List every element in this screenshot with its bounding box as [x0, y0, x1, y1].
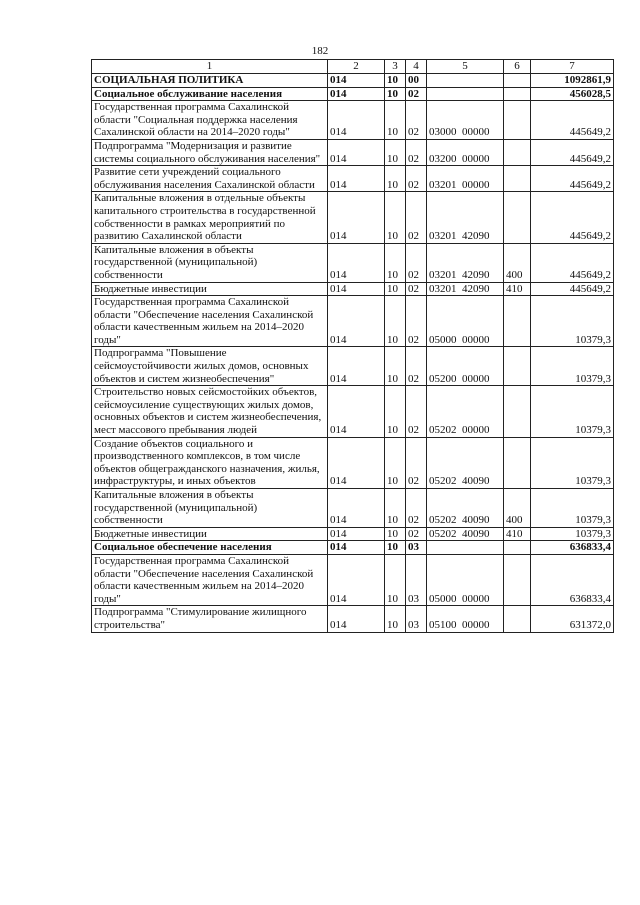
amount-cell: 636833,4: [531, 554, 614, 605]
amount-cell: 10379,3: [531, 437, 614, 488]
target-article-cell: 05202 40090: [427, 527, 504, 541]
item-name-cell: Создание объектов социального и производственного комплексов, в том числе объектов общегражданского назначения, жилья, инфраструктуры, и иных объектов: [92, 437, 328, 488]
amount-cell: 10379,3: [531, 386, 614, 437]
expense-type-cell: [504, 437, 531, 488]
expense-type-cell: [504, 386, 531, 437]
expense-type-cell: [504, 296, 531, 347]
section-code-cell: 10: [385, 386, 406, 437]
target-article-cell: 03200 00000: [427, 139, 504, 165]
subsection-code-cell: 00: [406, 74, 427, 88]
subsection-code-cell: 02: [406, 192, 427, 243]
item-name-cell: Бюджетные инвестиции: [92, 282, 328, 296]
section-code-cell: 10: [385, 139, 406, 165]
item-name-cell: СОЦИАЛЬНАЯ ПОЛИТИКА: [92, 74, 328, 88]
target-article-cell: [427, 541, 504, 555]
table-row: [92, 282, 614, 296]
section-code-cell: 10: [385, 606, 406, 632]
header-cell: 5: [427, 60, 504, 74]
item-name-cell: Капитальные вложения в отдельные объекты капитального строительства в государственной собственности в рамках мероприятий по развитию Сахалинской области: [92, 192, 328, 243]
amount-cell: 445649,2: [531, 192, 614, 243]
amount-cell: 10379,3: [531, 347, 614, 386]
section-code-cell: 10: [385, 554, 406, 605]
section-code-cell: 10: [385, 347, 406, 386]
amount-cell: 445649,2: [531, 139, 614, 165]
amount-cell: 456028,5: [531, 87, 614, 101]
section-code-cell: 10: [385, 101, 406, 140]
expense-type-cell: [504, 541, 531, 555]
target-article-cell: 03201 00000: [427, 166, 504, 192]
subsection-code-cell: 03: [406, 606, 427, 632]
item-name-cell: Капитальные вложения в объекты государственной (муниципальной) собственности: [92, 489, 328, 528]
section-code-cell: 10: [385, 166, 406, 192]
ministry-code-cell: 014: [328, 386, 385, 437]
ministry-code-cell: 014: [328, 282, 385, 296]
header-row: [92, 60, 614, 74]
ministry-code-cell: 014: [328, 166, 385, 192]
item-name-cell: Подпрограмма "Модернизация и развитие системы социального обслуживания населения": [92, 139, 328, 165]
subsection-code-cell: 02: [406, 101, 427, 140]
table-row: [92, 192, 614, 243]
ministry-code-cell: 014: [328, 489, 385, 528]
ministry-code-cell: 014: [328, 541, 385, 555]
target-article-cell: 05202 40090: [427, 437, 504, 488]
item-name-cell: Государственная программа Сахалинской области "Социальная поддержка населения Сахалинской области на 2014–2020 годы": [92, 101, 328, 140]
target-article-cell: 05000 00000: [427, 554, 504, 605]
table-row: [92, 541, 614, 555]
target-article-cell: 05202 00000: [427, 386, 504, 437]
ministry-code-cell: 014: [328, 606, 385, 632]
header-cell: 6: [504, 60, 531, 74]
amount-cell: 10379,3: [531, 296, 614, 347]
expense-type-cell: 400: [504, 243, 531, 282]
section-code-cell: 10: [385, 192, 406, 243]
amount-cell: 636833,4: [531, 541, 614, 555]
subsection-code-cell: 02: [406, 347, 427, 386]
header-cell: 2: [328, 60, 385, 74]
expense-type-cell: [504, 554, 531, 605]
ministry-code-cell: 014: [328, 139, 385, 165]
amount-cell: 631372,0: [531, 606, 614, 632]
target-article-cell: 05100 00000: [427, 606, 504, 632]
expense-type-cell: [504, 166, 531, 192]
section-code-cell: 10: [385, 87, 406, 101]
header-cell: 1: [92, 60, 328, 74]
expense-type-cell: 410: [504, 527, 531, 541]
item-name-cell: Капитальные вложения в объекты государственной (муниципальной) собственности: [92, 243, 328, 282]
budget-table: [91, 59, 614, 633]
target-article-cell: [427, 74, 504, 88]
section-code-cell: 10: [385, 74, 406, 88]
item-name-cell: Развитие сети учреждений социального обслуживания населения Сахалинской области: [92, 166, 328, 192]
table-row: [92, 166, 614, 192]
subsection-code-cell: 02: [406, 527, 427, 541]
table-row: [92, 296, 614, 347]
expense-type-cell: 400: [504, 489, 531, 528]
ministry-code-cell: 014: [328, 347, 385, 386]
ministry-code-cell: 014: [328, 192, 385, 243]
amount-cell: 445649,2: [531, 166, 614, 192]
subsection-code-cell: 03: [406, 554, 427, 605]
subsection-code-cell: 02: [406, 489, 427, 528]
ministry-code-cell: 014: [328, 74, 385, 88]
expense-type-cell: [504, 139, 531, 165]
header-cell: 3: [385, 60, 406, 74]
section-code-cell: 10: [385, 243, 406, 282]
target-article-cell: 05202 40090: [427, 489, 504, 528]
target-article-cell: 03201 42090: [427, 282, 504, 296]
table-row: [92, 386, 614, 437]
expense-type-cell: 410: [504, 282, 531, 296]
subsection-code-cell: 02: [406, 139, 427, 165]
ministry-code-cell: 014: [328, 527, 385, 541]
page-number: 182: [311, 45, 329, 57]
table-row: [92, 74, 614, 88]
table-row: [92, 243, 614, 282]
table-row: [92, 87, 614, 101]
section-code-cell: 10: [385, 527, 406, 541]
item-name-cell: Подпрограмма "Стимулирование жилищного строительства": [92, 606, 328, 632]
ministry-code-cell: 014: [328, 554, 385, 605]
amount-cell: 445649,2: [531, 243, 614, 282]
expense-type-cell: [504, 606, 531, 632]
expense-type-cell: [504, 347, 531, 386]
table-row: [92, 347, 614, 386]
item-name-cell: Государственная программа Сахалинской области "Обеспечение населения Сахалинской области качественным жильем на 2014–2020 годы": [92, 554, 328, 605]
table-row: [92, 139, 614, 165]
target-article-cell: 03000 00000: [427, 101, 504, 140]
item-name-cell: Социальное обеспечение населения: [92, 541, 328, 555]
amount-cell: 10379,3: [531, 489, 614, 528]
amount-cell: 445649,2: [531, 282, 614, 296]
subsection-code-cell: 02: [406, 87, 427, 101]
target-article-cell: 05200 00000: [427, 347, 504, 386]
section-code-cell: 10: [385, 282, 406, 296]
section-code-cell: 10: [385, 437, 406, 488]
target-article-cell: 05000 00000: [427, 296, 504, 347]
subsection-code-cell: 02: [406, 437, 427, 488]
item-name-cell: Государственная программа Сахалинской области "Обеспечение населения Сахалинской области качественным жильем на 2014–2020 годы": [92, 296, 328, 347]
table-row: [92, 489, 614, 528]
target-article-cell: 03201 42090: [427, 243, 504, 282]
amount-cell: 445649,2: [531, 101, 614, 140]
ministry-code-cell: 014: [328, 296, 385, 347]
ministry-code-cell: 014: [328, 243, 385, 282]
table-row: [92, 437, 614, 488]
table-row: [92, 527, 614, 541]
section-code-cell: 10: [385, 541, 406, 555]
header-cell: 7: [531, 60, 614, 74]
table-row: [92, 101, 614, 140]
item-name-cell: Социальное обслуживание населения: [92, 87, 328, 101]
expense-type-cell: [504, 87, 531, 101]
subsection-code-cell: 02: [406, 282, 427, 296]
item-name-cell: Бюджетные инвестиции: [92, 527, 328, 541]
subsection-code-cell: 02: [406, 166, 427, 192]
ministry-code-cell: 014: [328, 87, 385, 101]
section-code-cell: 10: [385, 489, 406, 528]
target-article-cell: [427, 87, 504, 101]
expense-type-cell: [504, 192, 531, 243]
table-row: [92, 554, 614, 605]
item-name-cell: Подпрограмма "Повышение сейсмоустойчивости жилых домов, основных объектов и систем жизнеобеспечения": [92, 347, 328, 386]
subsection-code-cell: 02: [406, 243, 427, 282]
expense-type-cell: [504, 101, 531, 140]
header-cell: 4: [406, 60, 427, 74]
subsection-code-cell: 02: [406, 296, 427, 347]
amount-cell: 1092861,9: [531, 74, 614, 88]
table-row: [92, 606, 614, 632]
subsection-code-cell: 03: [406, 541, 427, 555]
subsection-code-cell: 02: [406, 386, 427, 437]
ministry-code-cell: 014: [328, 101, 385, 140]
item-name-cell: Строительство новых сейсмостойких объектов, сейсмоусиление существующих жилых домов, основных объектов и систем жизнеобеспечения, мест массового пребывания людей: [92, 386, 328, 437]
amount-cell: 10379,3: [531, 527, 614, 541]
target-article-cell: 03201 42090: [427, 192, 504, 243]
expense-type-cell: [504, 74, 531, 88]
ministry-code-cell: 014: [328, 437, 385, 488]
section-code-cell: 10: [385, 296, 406, 347]
